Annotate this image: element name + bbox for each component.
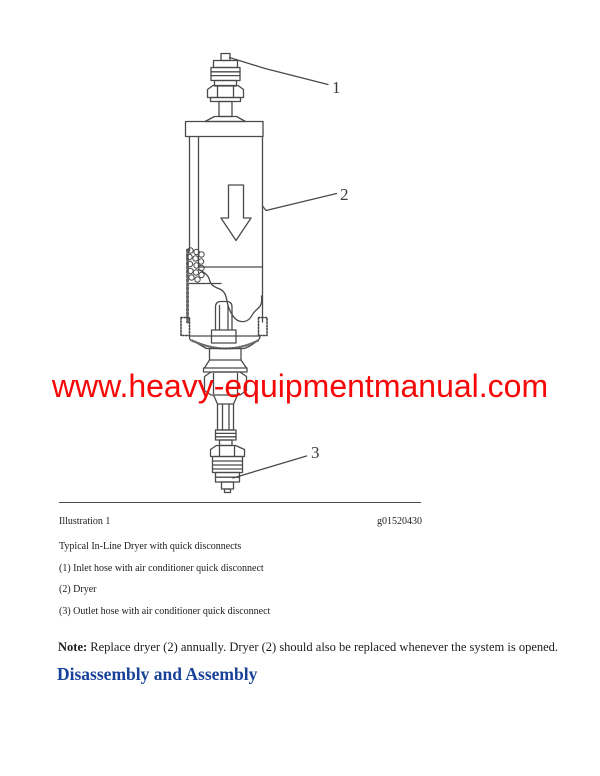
note-label: Note: — [58, 640, 88, 654]
note — [58, 640, 558, 656]
legend-item-3: (3) Outlet hose with air conditioner quick disconnect — [59, 605, 271, 617]
legend-item-1: (1) Inlet hose with air conditioner quick disconnect — [59, 562, 264, 574]
dryer-body — [181, 122, 267, 349]
pickup-tube — [212, 302, 237, 344]
callout-2-leader — [263, 194, 337, 211]
figure-divider — [59, 502, 421, 503]
inlet-fitting — [205, 54, 246, 122]
figure-number: Illustration 1 — [59, 516, 111, 527]
section-heading: Disassembly and Assembly — [57, 664, 258, 684]
callout-1-leader — [230, 58, 329, 85]
watermark: www.heavy-equipmentmanual.com — [51, 368, 549, 404]
desiccant-beads — [187, 248, 204, 282]
callout-2-label: 2 — [340, 185, 349, 204]
figure-graphic-id: g01520430 — [377, 516, 422, 527]
figure-meta-row — [59, 516, 422, 528]
figure-caption: Typical In-Line Dryer with quick disconnects — [59, 541, 242, 552]
callout-1-label: 1 — [332, 78, 341, 97]
note-text: Replace dryer (2) annually. Dryer (2) should also be replaced whenever the system is opened. — [90, 640, 559, 654]
legend-item-2: (2) Dryer — [59, 584, 97, 595]
callout-3-leader — [233, 456, 307, 478]
callout-3-label: 3 — [311, 443, 320, 462]
flow-down-arrow-icon — [221, 185, 251, 241]
